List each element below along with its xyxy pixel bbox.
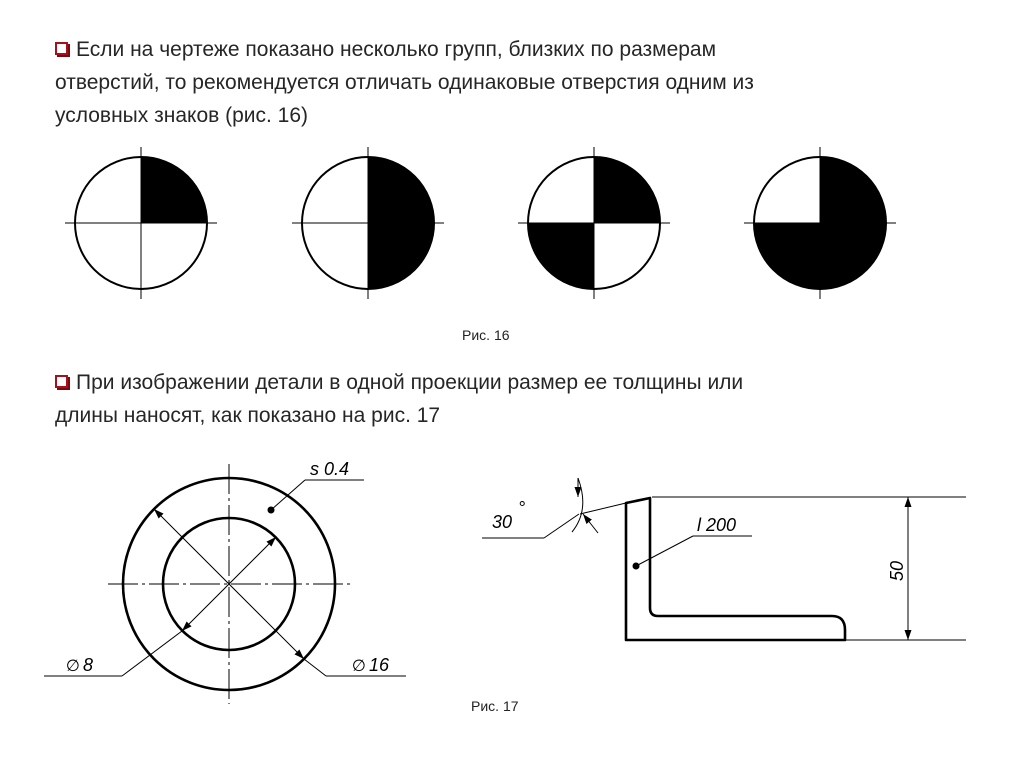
angle-value-label: 30 [492,512,513,532]
length-leader-line [636,536,693,566]
outer-diameter-label [352,655,390,675]
paragraph-line: длины наносят, как показано на рис. 17 [55,404,441,427]
paragraph-line: Если на чертеже показано несколько групп, близких по размерам [55,33,955,66]
paragraph-line: отверстий, то рекомендуется отличать одинаковые отверстия одним из [55,71,754,94]
angle-leader-line [544,514,579,538]
diameter-8-leader-line [122,631,182,676]
angle-arrow-bottom [583,514,598,533]
inner-diameter-value: 8 [83,655,94,675]
paragraph-line: При изображении детали в одной проекции размер ее толщины или [55,366,955,399]
paragraph-line: условных знаков (рис. 16) [55,104,309,127]
figure-16-caption: Рис. 16 [462,327,510,343]
angle-dimension-arc [572,478,583,532]
angle-profile-drawing [482,478,966,640]
angle-unit-label: ° [518,498,526,518]
figure-17-caption: Рис. 17 [471,698,519,714]
diameter-symbol-icon: ∅ [352,658,366,675]
diameter-16-leader-line [304,659,326,676]
inner-diameter-label [66,655,93,675]
length-label: l 200 [697,515,737,535]
thickness-label: s 0.4 [310,459,350,479]
length-leader-dot [633,563,640,570]
angle-extension-line [580,503,626,514]
diameter-symbol-icon: ∅ [66,658,80,675]
thickness-leader-dot [268,507,275,514]
outer-diameter-value: 16 [369,655,390,675]
height-dimension-label: 50 [887,560,907,581]
